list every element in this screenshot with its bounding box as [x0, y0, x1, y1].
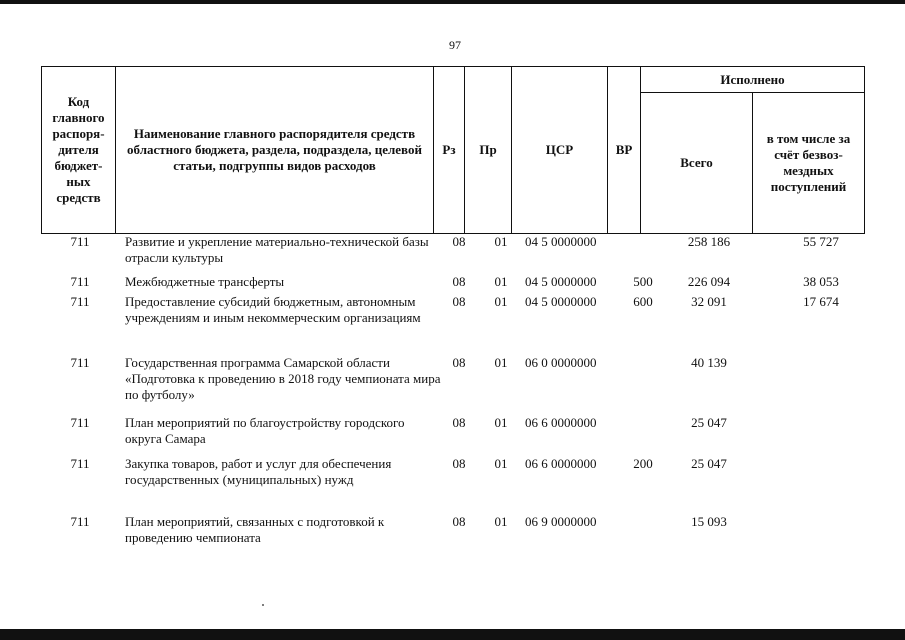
row-pr: 01 — [494, 355, 508, 370]
row-incl: 55 727 — [803, 234, 839, 249]
table-row — [41, 514, 884, 554]
row-vr: 200 — [633, 456, 653, 471]
row-rz: 08 — [452, 274, 466, 289]
table-row — [41, 456, 884, 514]
table-row — [41, 294, 884, 355]
row-name: План мероприятий, связанных с подготовкой к проведению чемпионата — [125, 514, 385, 545]
table-row — [41, 274, 884, 294]
row-pr: 01 — [494, 294, 508, 309]
row-pr: 01 — [494, 415, 508, 430]
row-code: 711 — [70, 456, 90, 471]
row-code: 711 — [70, 514, 90, 529]
table-row — [41, 355, 884, 415]
header-total: Всего — [641, 93, 753, 234]
header-executed: Исполнено — [641, 67, 865, 93]
row-rz: 08 — [452, 415, 466, 430]
row-total: 32 091 — [691, 294, 727, 309]
row-name: План мероприятий по благоустройству городского округа Самара — [125, 415, 405, 446]
row-incl: 17 674 — [803, 294, 839, 309]
row-code: 711 — [70, 274, 90, 289]
row-csr: 06 9 0000000 — [525, 514, 597, 529]
row-pr: 01 — [494, 456, 508, 471]
header-code: Код главного распоря-дителя бюджет-ных средств — [42, 67, 116, 234]
table-row — [41, 415, 884, 456]
row-rz: 08 — [452, 355, 466, 370]
header-pr: Пр — [465, 67, 512, 234]
row-csr: 06 6 0000000 — [525, 415, 597, 430]
row-name: Развитие и укрепление материально-технической базы отрасли культуры — [125, 234, 429, 265]
row-code: 711 — [70, 415, 90, 430]
header-rz: Рз — [434, 67, 465, 234]
table-row — [41, 234, 884, 274]
row-total: 25 047 — [691, 456, 727, 471]
row-code: 711 — [70, 234, 90, 249]
row-vr: 500 — [633, 274, 653, 289]
scan-speck — [262, 604, 264, 606]
row-pr: 01 — [494, 274, 508, 289]
row-csr: 04 5 0000000 — [525, 274, 597, 289]
bottom-border — [0, 629, 905, 640]
page-number: 97 — [449, 38, 461, 52]
header-vr: ВР — [608, 67, 641, 234]
row-total: 226 094 — [687, 274, 731, 289]
row-code: 711 — [70, 355, 90, 370]
row-total: 40 139 — [691, 355, 727, 370]
row-pr: 01 — [494, 234, 508, 249]
header-name: Наименование главного распорядителя средств областного бюджета, раздела, подраздела, целевой статьи, подгруппы видов расходов — [116, 67, 434, 234]
row-total: 15 093 — [691, 514, 727, 529]
header-incl: в том числе за счёт безвоз-мездных поступлений — [753, 93, 865, 234]
table-body — [41, 234, 884, 554]
row-name: Государственная программа Самарской области «Подготовка к проведению в 2018 году чемпионата мира по футболу» — [125, 355, 441, 402]
table-header — [41, 66, 865, 234]
row-csr: 06 0 0000000 — [525, 355, 597, 370]
row-csr: 04 5 0000000 — [525, 234, 597, 249]
row-csr: 04 5 0000000 — [525, 294, 597, 309]
row-pr: 01 — [494, 514, 508, 529]
row-rz: 08 — [452, 294, 466, 309]
row-name: Закупка товаров, работ и услуг для обеспечения государственных (муниципальных) нужд — [125, 456, 392, 487]
row-rz: 08 — [452, 514, 466, 529]
row-csr: 06 6 0000000 — [525, 456, 597, 471]
row-total: 258 186 — [687, 234, 731, 249]
row-incl: 38 053 — [803, 274, 839, 289]
row-name: Межбюджетные трансферты — [125, 274, 285, 289]
row-name: Предоставление субсидий бюджетным, автономным учреждениям и иным некоммерческим организациям — [125, 294, 421, 325]
row-vr: 600 — [633, 294, 653, 309]
row-rz: 08 — [452, 456, 466, 471]
row-total: 25 047 — [691, 415, 727, 430]
row-rz: 08 — [452, 234, 466, 249]
header-csr: ЦСР — [512, 67, 608, 234]
row-code: 711 — [70, 294, 90, 309]
top-border — [0, 0, 905, 4]
